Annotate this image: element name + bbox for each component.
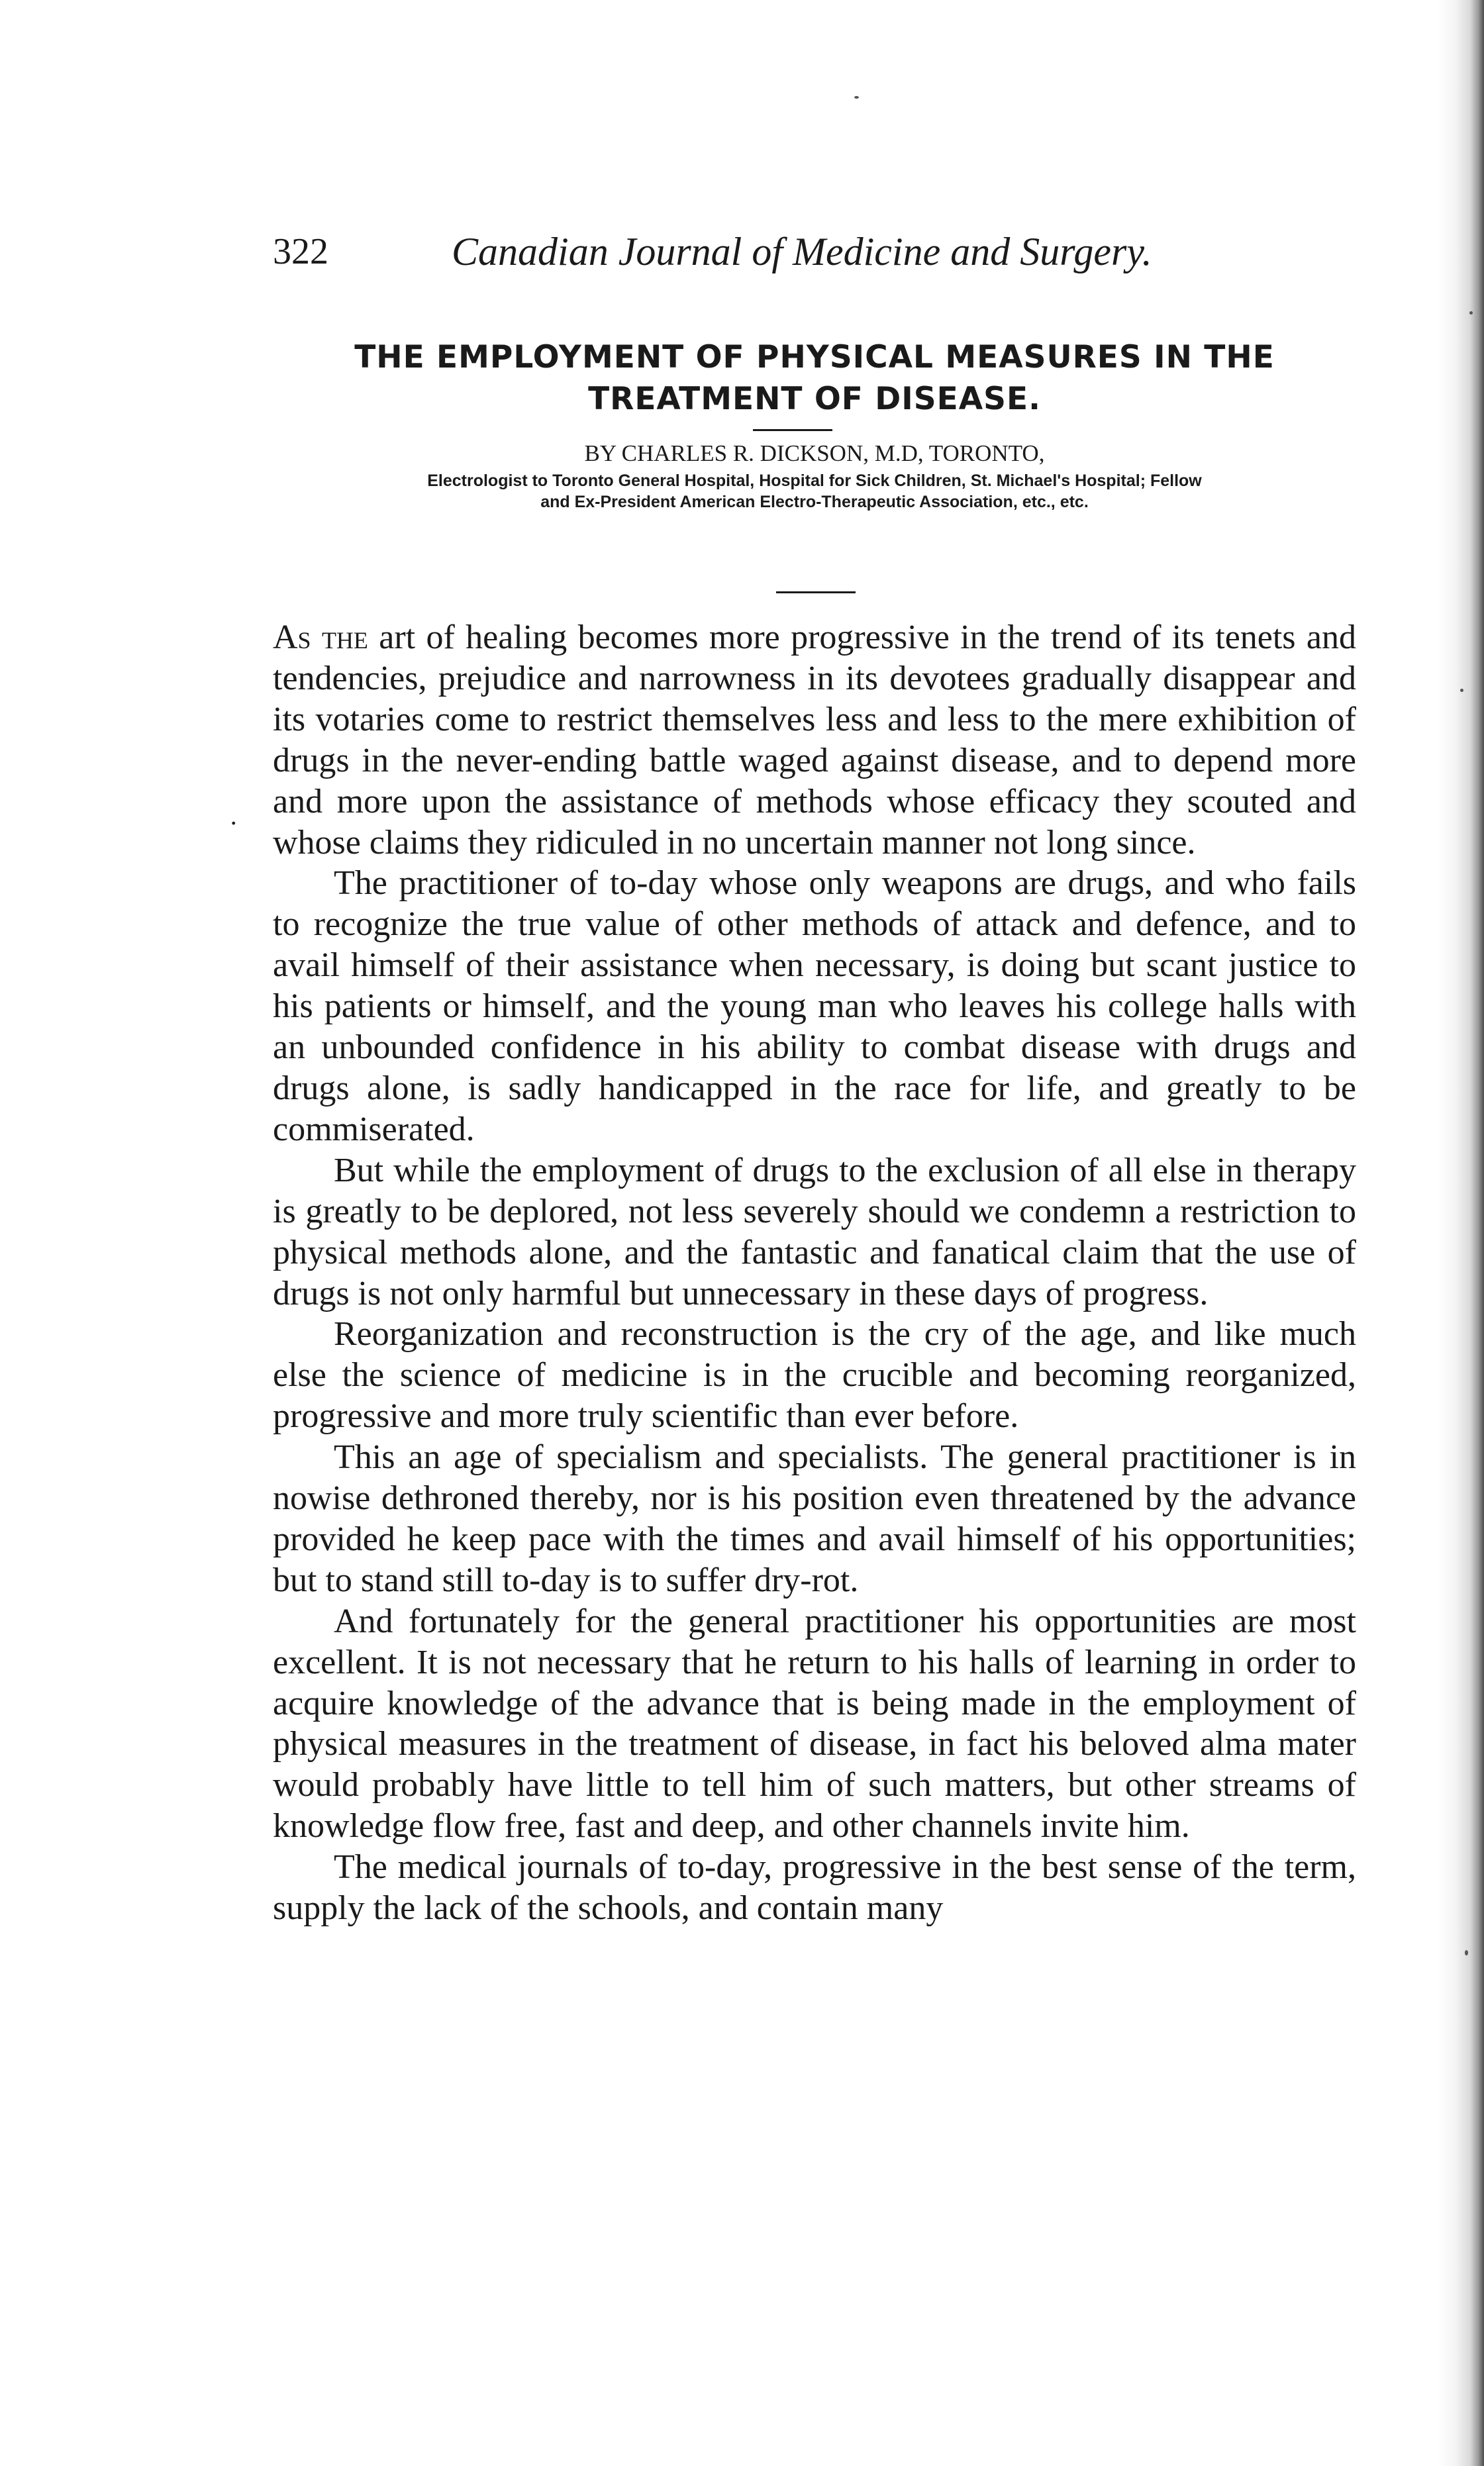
paragraph-1-lead: As the: [273, 618, 368, 656]
article-body: [273, 617, 1356, 1929]
running-head: [273, 228, 1356, 275]
ink-speck: [1469, 311, 1473, 315]
article-title-line-1: THE EMPLOYMENT OF PHYSICAL MEASURES IN THE: [354, 339, 1275, 375]
paragraph-5: This an age of specialism and specialists. The general practitioner is in nowise dethroned thereby, nor is his position even threatened by the advance provided he keep pace with the times and avail himself of his opportunities; but to stand still to-day is to suffer dry-rot.: [273, 1438, 1356, 1599]
paragraph-3: But while the employment of drugs to the exclusion of all else in therapy is greatly to be deplored, not less severely should we condemn a restriction to physical methods alone, and the fantastic and fanatical claim that the use of drugs is not only harmful but unnecessary in these days of progress.: [273, 1151, 1356, 1312]
page-edge-shadow: [1438, 0, 1484, 2466]
paragraph-7: The medical journals of to-day, progressive in the best sense of the term, supply the lack of the schools, and contain many: [273, 1848, 1356, 1928]
article-title-line-2: TREATMENT OF DISEASE.: [588, 381, 1041, 417]
paragraph-2: The practitioner of to-day whose only weapons are drugs, and who fails to recognize the true value of other methods of attack and defence, and to avail himself of their assistance when necessary, is doing but scant justice to his patients or himself, and the young man who leaves his college halls with an unbounded confidence in his ability to combat disease with drugs and drugs alone, is sadly handicapped in the race for life, and greatly to be commiserated.: [273, 864, 1356, 1148]
ink-speck: [1460, 689, 1463, 692]
paragraph-1-text: art of healing becomes more progressive in the trend of its tenets and tendencies, prejudice and narrowness in its devotees gradually disappear and its votaries come to restrict themselves less and less to the mere exhibition of drugs in the never-ending battle waged against disease, and to depend more and more upon the assistance of methods whose efficacy they scouted and whose claims they ridiculed in no uncertain manner not long since.: [273, 618, 1356, 862]
ink-speck: [854, 96, 859, 99]
margin-mark: .: [230, 803, 238, 830]
journal-title: Canadian Journal of Medicine and Surgery.: [452, 230, 1152, 273]
paragraph-4: Reorganization and reconstruction is the cry of the age, and like much else the science of medicine is in the crucible and becoming reorganized, progressive and more truly scientific than ever before.: [273, 1315, 1356, 1436]
affiliation-line-2: and Ex-President American Electro-Therapeutic Association, etc., etc.: [540, 493, 1089, 511]
page-number: 322: [273, 231, 328, 272]
author-affiliation: [265, 470, 1364, 513]
ink-speck: [1465, 1950, 1468, 1955]
affiliation-line-1: Electrologist to Toronto General Hospital, Hospital for Sick Children, St. Michael's Hospital; Fellow: [427, 471, 1202, 490]
paragraph-1: [273, 617, 1356, 863]
title-divider-rule: [753, 429, 832, 431]
byline-divider-rule: [776, 591, 856, 593]
author-byline: BY CHARLES R. DICKSON, M.D, TORONTO,: [584, 440, 1045, 466]
article-title: [273, 336, 1356, 420]
paragraph-6: And fortunately for the general practitioner his opportunities are most excellent. It is not necessary that he return to his halls of learning in order to acquire knowledge of the advance that is being made in the employment of physical measures in the treatment of disease, in fact his beloved alma mater would probably have little to tell him of such matters, but other streams of knowledge flow free, fast and deep, and other channels invite him.: [273, 1602, 1356, 1846]
